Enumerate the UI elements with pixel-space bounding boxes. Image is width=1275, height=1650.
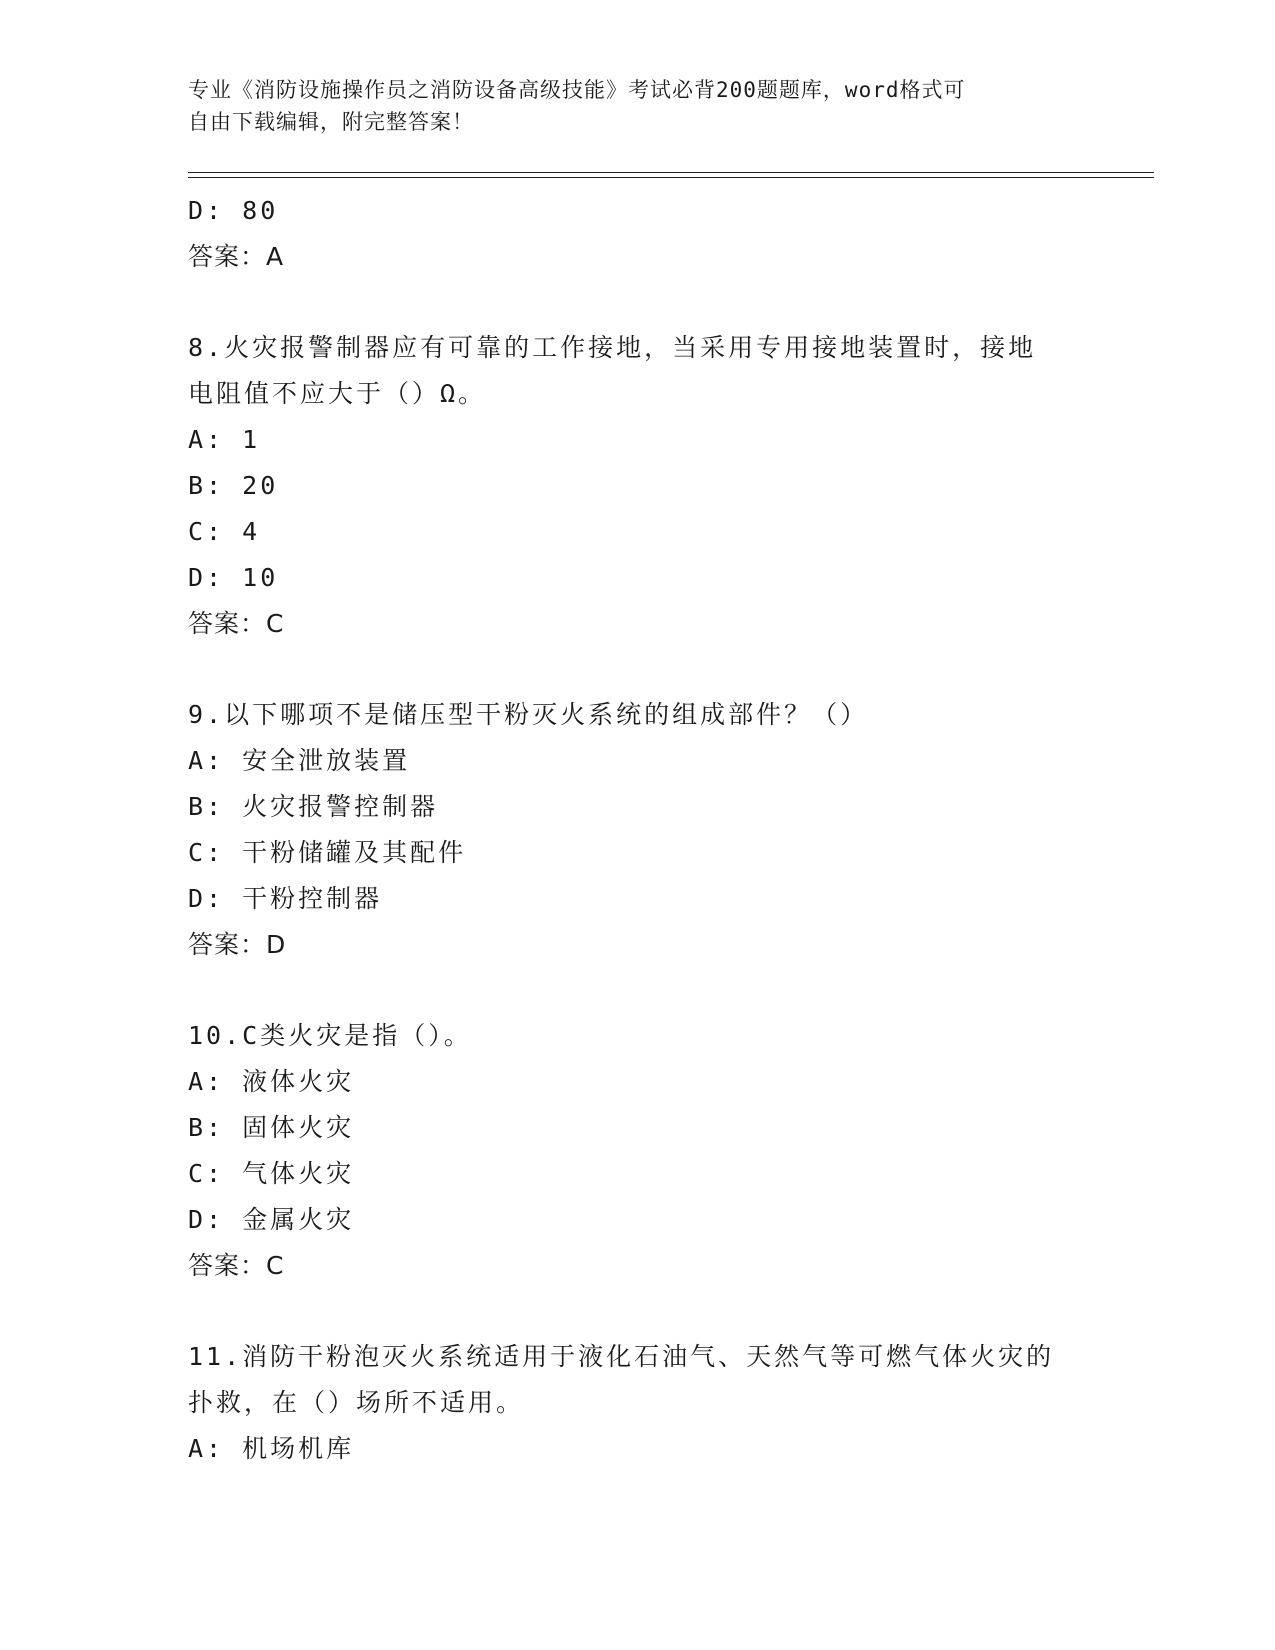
answer-line: 答案：C [188,609,285,638]
option-line: A: 液体火灾 [188,1067,355,1096]
answer-line: 答案：C [188,1251,285,1280]
option-line: D: 80 [188,196,279,225]
option-line: C: 气体火灾 [188,1159,355,1188]
question-stem: 9.以下哪项不是储压型干粉灭火系统的组成部件？（） [188,700,869,729]
question-stem: 扑救，在（）场所不适用。 [188,1388,525,1417]
option-line: C: 干粉储罐及其配件 [188,838,467,867]
option-line: D: 10 [188,563,279,592]
question-9 [188,692,1088,968]
question-11 [188,1334,1088,1472]
option-line: B: 20 [188,471,279,500]
question-stem: 10.C类火灾是指（）。 [188,1021,472,1050]
option-line: A: 机场机库 [188,1434,355,1463]
answer-line: 答案：D [188,930,287,959]
header-line-1: 专业《消防设施操作员之消防设备高级技能》考试必背200题题库，word格式可 [188,78,966,102]
document-header [188,74,1078,138]
option-line: D: 金属火灾 [188,1205,355,1234]
option-line: A: 1 [188,425,261,454]
option-line: C: 4 [188,517,261,546]
header-line-2: 自由下载编辑，附完整答案！ [188,110,474,134]
question-10 [188,1013,1088,1289]
option-line: B: 火灾报警控制器 [188,792,439,821]
question-stem: 电阻值不应大于（）Ω。 [188,379,487,408]
option-line: B: 固体火灾 [188,1113,355,1142]
header-divider-bottom [188,177,1154,178]
question-8 [188,325,1088,647]
question-stem: 11.消防干粉泡灭火系统适用于液化石油气、天然气等可燃气体火灾的 [188,1342,1055,1371]
question-stem: 8.火灾报警制器应有可靠的工作接地，当采用专用接地装置时，接地 [188,333,1037,362]
option-line: D: 干粉控制器 [188,884,383,913]
option-line: A: 安全泄放装置 [188,746,411,775]
question-list [188,188,1088,1472]
header-divider-top [188,172,1154,173]
answer-line: 答案：A [188,242,285,271]
